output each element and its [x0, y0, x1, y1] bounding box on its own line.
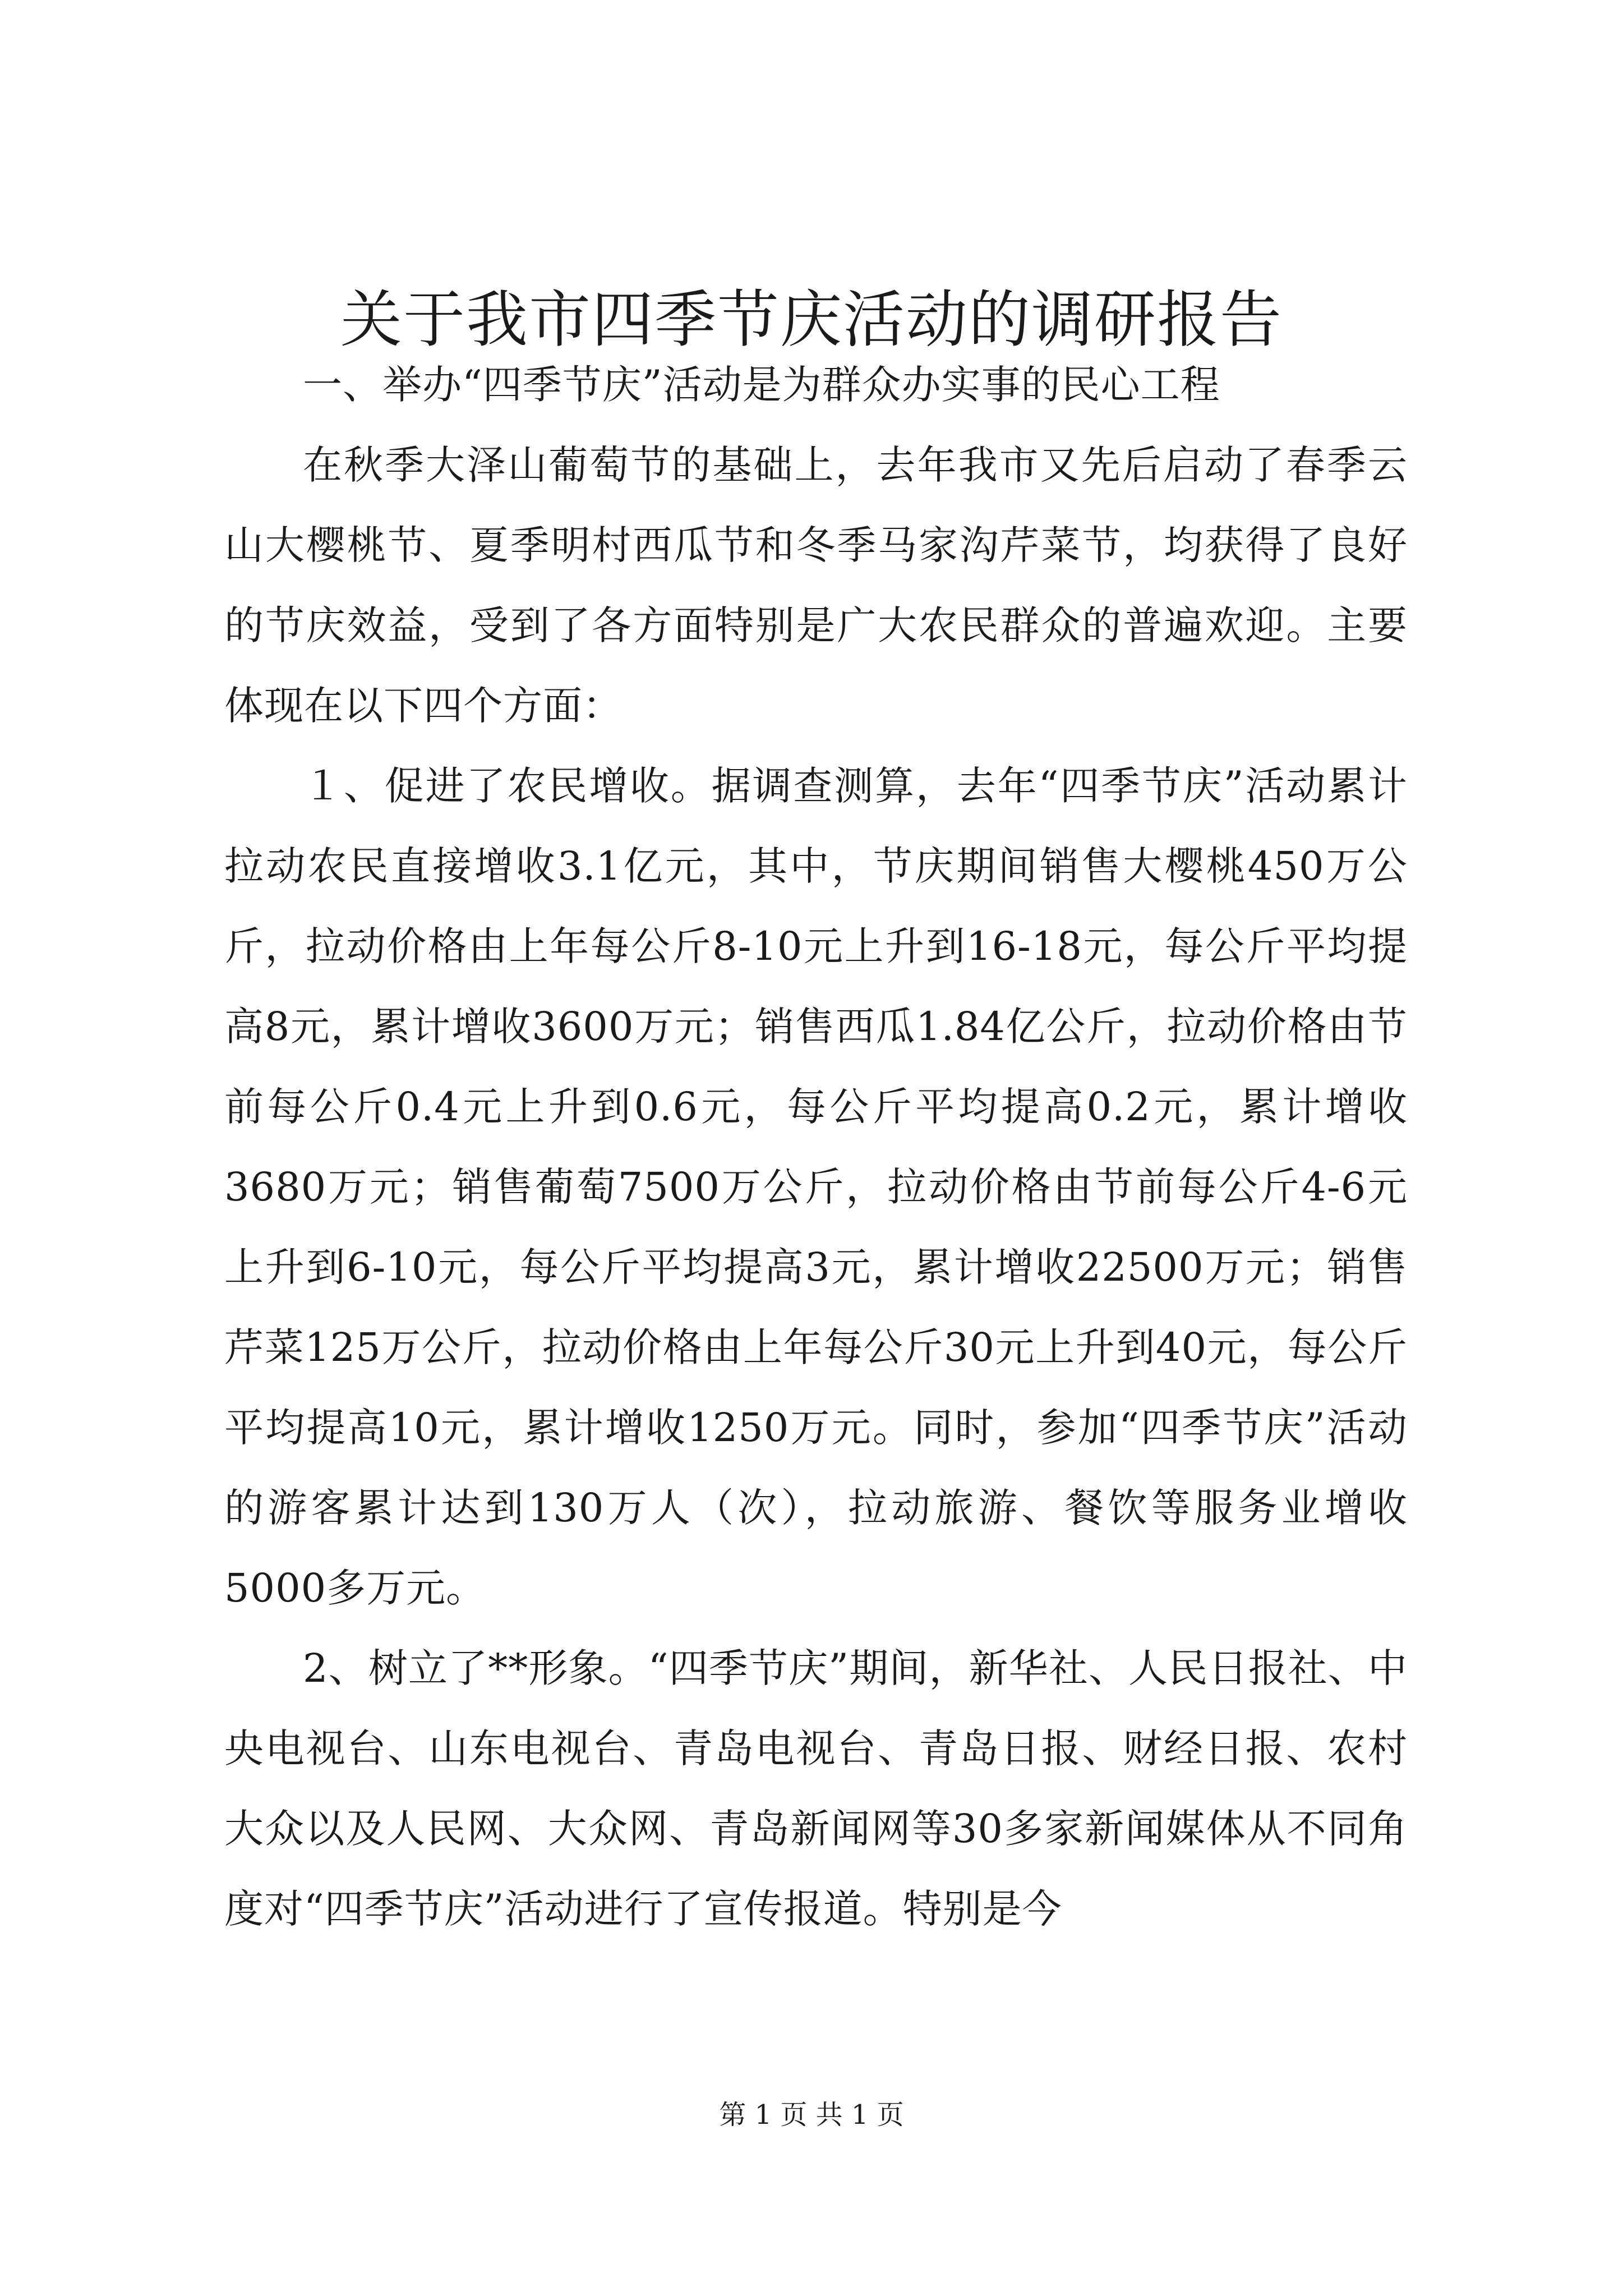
page-number-footer: 第 1 页 共 1 页 — [719, 2099, 904, 2131]
section-heading: 一、举办“四季节庆”活动是为群众办实事的民心工程 — [303, 362, 1220, 408]
body-paragraph: 在秋季大泽山葡萄节的基础上，去年我市又先后启动了春季云山大樱桃节、夏季明村西瓜节和冬季马家沟芹菜节，均获得了良好的节庆效益，受到了各方面特别是广大农民群众的普遍欢迎。主要体现在以下四个方面： — [224, 442, 1408, 729]
body-paragraph: １、促进了农民增收。据调查测算，去年“四季节庆”活动累计拉动农民直接增收3.1亿元，其中，节庆期间销售大樱桃450万公斤，拉动价格由上年每公斤8-10元上升到16-18元，每公斤平均提高8元，累计增收3600万元；销售西瓜1.84亿公斤，拉动价格由节前每公斤0.4元上升到0.6元，每公斤平均提高0.2元，累计增收3680万元；销售葡萄7500万公斤，拉动价格由节前每公斤4-6元上升到6-10元，每公斤平均提高3元，累计增收22500万元；销售芹菜125万公斤，拉动价格由上年每公斤30元上升到40元，每公斤平均提高10元，累计增收1250万元。同时，参加“四季节庆”活动的游客累计达到130万人（次），拉动旅游、餐饮等服务业增收5000多万元。 — [224, 763, 1408, 1611]
document-body — [224, 345, 1408, 1949]
body-paragraph: 2、树立了**形象。“四季节庆”期间，新华社、人民日报社、中央电视台、山东电视台、青岛电视台、青岛日报、财经日报、农村大众以及人民网、大众网、青岛新闻网等30多家新闻媒体从不同角度对“四季节庆”活动进行了宣传报道。特别是今 — [224, 1645, 1408, 1932]
document-title: 关于我市四季节庆活动的调研报告 — [340, 284, 1283, 356]
